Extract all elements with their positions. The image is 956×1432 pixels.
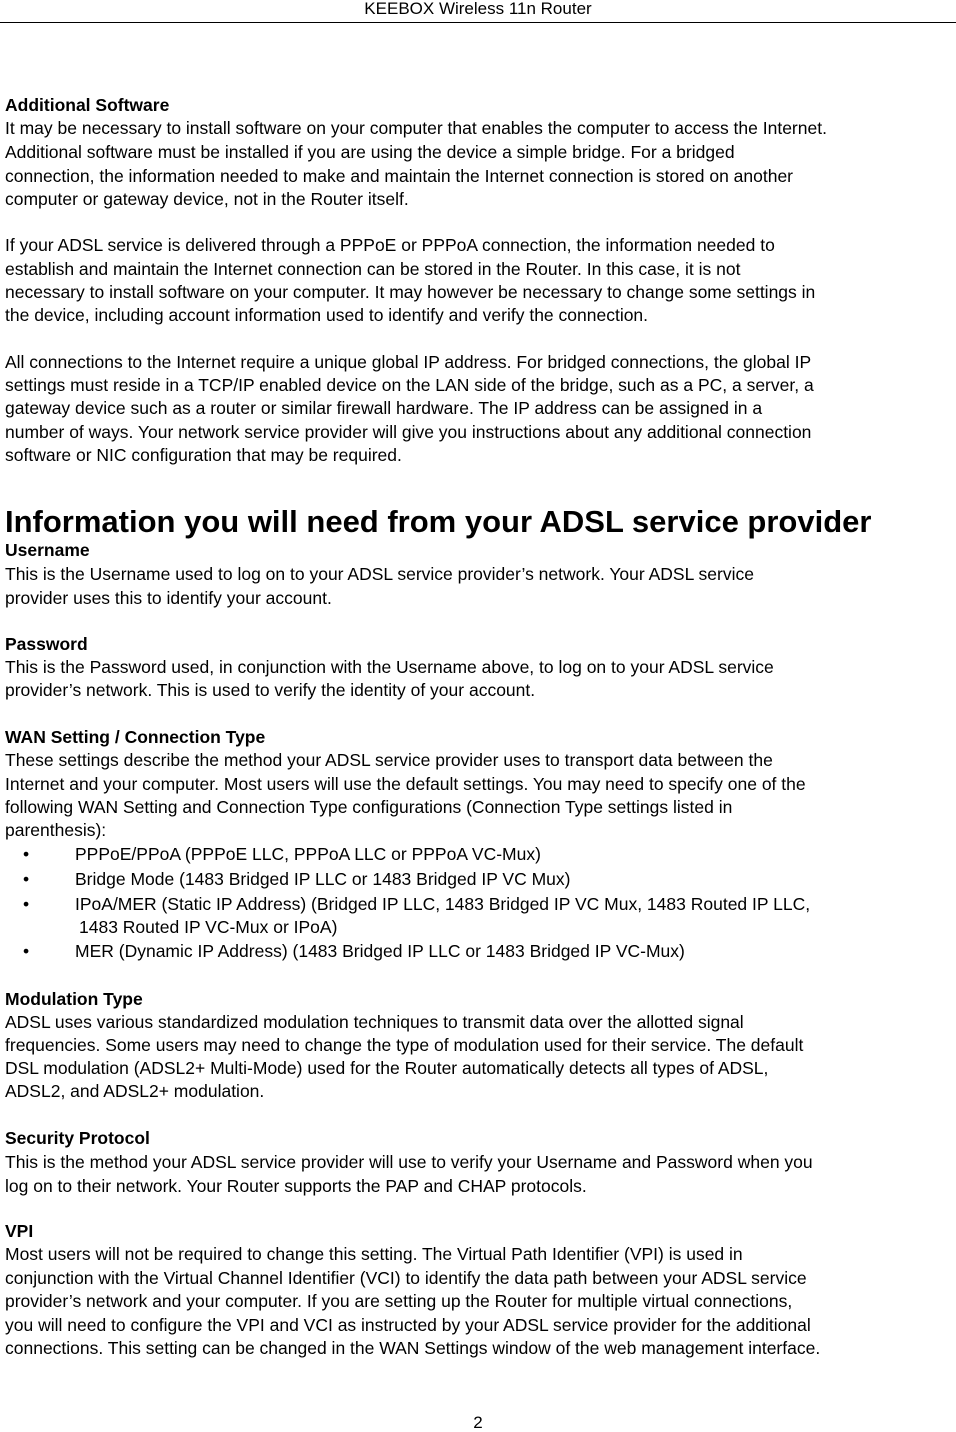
paragraph-line: It may be necessary to install software on your computer that enables the computer to access the Internet. — [5, 118, 827, 138]
paragraph-line: connection, the information needed to make and maintain the Internet connection is stored on another — [5, 166, 794, 186]
paragraph-line: establish and maintain the Internet connection can be stored in the Router. In this case, it is not — [5, 259, 741, 279]
paragraph-line: gateway device such as a router or similar firewall hardware. The IP address can be assigned in a — [5, 398, 763, 418]
page-number: 2 — [473, 1413, 483, 1432]
paragraph-line: log on to their network. Your Router supports the PAP and CHAP protocols. — [5, 1176, 587, 1196]
list-item-continuation: 1483 Routed IP VC-Mux or IPoA) — [79, 917, 338, 937]
paragraph-line: conjunction with the Virtual Channel Identifier (VCI) to identify the data path between your ADSL service — [5, 1268, 807, 1288]
paragraph-line: the device, including account information used to identify and verify the connection. — [5, 305, 649, 325]
bullet-icon: • — [23, 894, 30, 914]
paragraph-line: Most users will not be required to change this setting. The Virtual Path Identifier (VPI) is used in — [5, 1244, 743, 1264]
paragraph-line: you will need to configure the VPI and VCI as instructed by your ADSL service provider for the additional — [5, 1315, 811, 1335]
list-item-text: Bridge Mode (1483 Bridged IP LLC or 1483 Bridged IP VC Mux) — [75, 869, 571, 889]
paragraph-line: provider uses this to identify your account. — [5, 588, 332, 608]
paragraph-line: These settings describe the method your ADSL service provider uses to transport data between the — [5, 750, 773, 770]
paragraph-line: All connections to the Internet require a unique global IP address. For bridged connections, the global IP — [5, 352, 812, 372]
paragraph-line: If your ADSL service is delivered through a PPPoE or PPPoA connection, the information needed to — [5, 235, 775, 255]
section-title: Information you will need from your ADSL service provider — [5, 504, 872, 539]
paragraph-line: provider’s network and your computer. If you are setting up the Router for multiple virtual connections, — [5, 1291, 793, 1311]
paragraph-line: computer or gateway device, not in the Router itself. — [5, 189, 409, 209]
security-heading: Security Protocol — [5, 1128, 150, 1148]
username-heading: Username — [5, 540, 90, 560]
paragraph-line: connections. This setting can be changed in the WAN Settings window of the web management interface. — [5, 1338, 821, 1358]
paragraph-line: Internet and your computer. Most users will use the default settings. You may need to specify one of the — [5, 774, 806, 794]
list-item-text: MER (Dynamic IP Address) (1483 Bridged IP LLC or 1483 Bridged IP VC-Mux) — [75, 941, 685, 961]
paragraph-line: following WAN Setting and Connection Type configurations (Connection Type settings listed in — [5, 797, 733, 817]
list-item-text: IPoA/MER (Static IP Address) (Bridged IP LLC, 1483 Bridged IP VC Mux, 1483 Routed IP LLC, — [75, 894, 811, 914]
bullet-icon: • — [23, 869, 30, 889]
paragraph-line: frequencies. Some users may need to change the type of modulation used for their service. The default — [5, 1035, 804, 1055]
list-item-text: PPPoE/PPoA (PPPoE LLC, PPPoA LLC or PPPoA VC-Mux) — [75, 844, 541, 864]
paragraph-line: ADSL uses various standardized modulation techniques to transmit data over the allotted signal — [5, 1012, 744, 1032]
vpi-heading: VPI — [5, 1221, 34, 1241]
page-header — [0, 0, 956, 23]
paragraph-line: Additional software must be installed if you are using the device a simple bridge. For a bridged — [5, 142, 735, 162]
paragraph-line: This is the Password used, in conjunction with the Username above, to log on to your ADSL service — [5, 657, 774, 677]
paragraph-line: number of ways. Your network service provider will give you instructions about any additional connection — [5, 422, 812, 442]
wan-heading: WAN Setting / Connection Type — [5, 727, 266, 747]
additional-software-heading: Additional Software — [5, 95, 170, 115]
paragraph-line: provider’s network. This is used to verify the identity of your account. — [5, 680, 536, 700]
modulation-heading: Modulation Type — [5, 989, 143, 1009]
header-title: KEEBOX Wireless 11n Router — [364, 0, 592, 18]
bullet-icon: • — [23, 844, 30, 864]
paragraph-line: software or NIC configuration that may be required. — [5, 445, 402, 465]
paragraph-line: settings must reside in a TCP/IP enabled device on the LAN side of the bridge, such as a PC, a server, a — [5, 375, 814, 395]
bullet-icon: • — [23, 941, 30, 961]
paragraph-line: This is the method your ADSL service provider will use to verify your Username and Password when you — [5, 1152, 813, 1172]
paragraph-line: ADSL2, and ADSL2+ modulation. — [5, 1081, 265, 1101]
paragraph-line: This is the Username used to log on to your ADSL service provider’s network. Your ADSL service — [5, 564, 754, 584]
password-heading: Password — [5, 634, 88, 654]
paragraph-line: DSL modulation (ADSL2+ Multi-Mode) used for the Router automatically detects all types of ADSL, — [5, 1058, 769, 1078]
paragraph-line: parenthesis): — [5, 820, 107, 840]
paragraph-line: necessary to install software on your computer. It may however be necessary to change some settings in — [5, 282, 816, 302]
